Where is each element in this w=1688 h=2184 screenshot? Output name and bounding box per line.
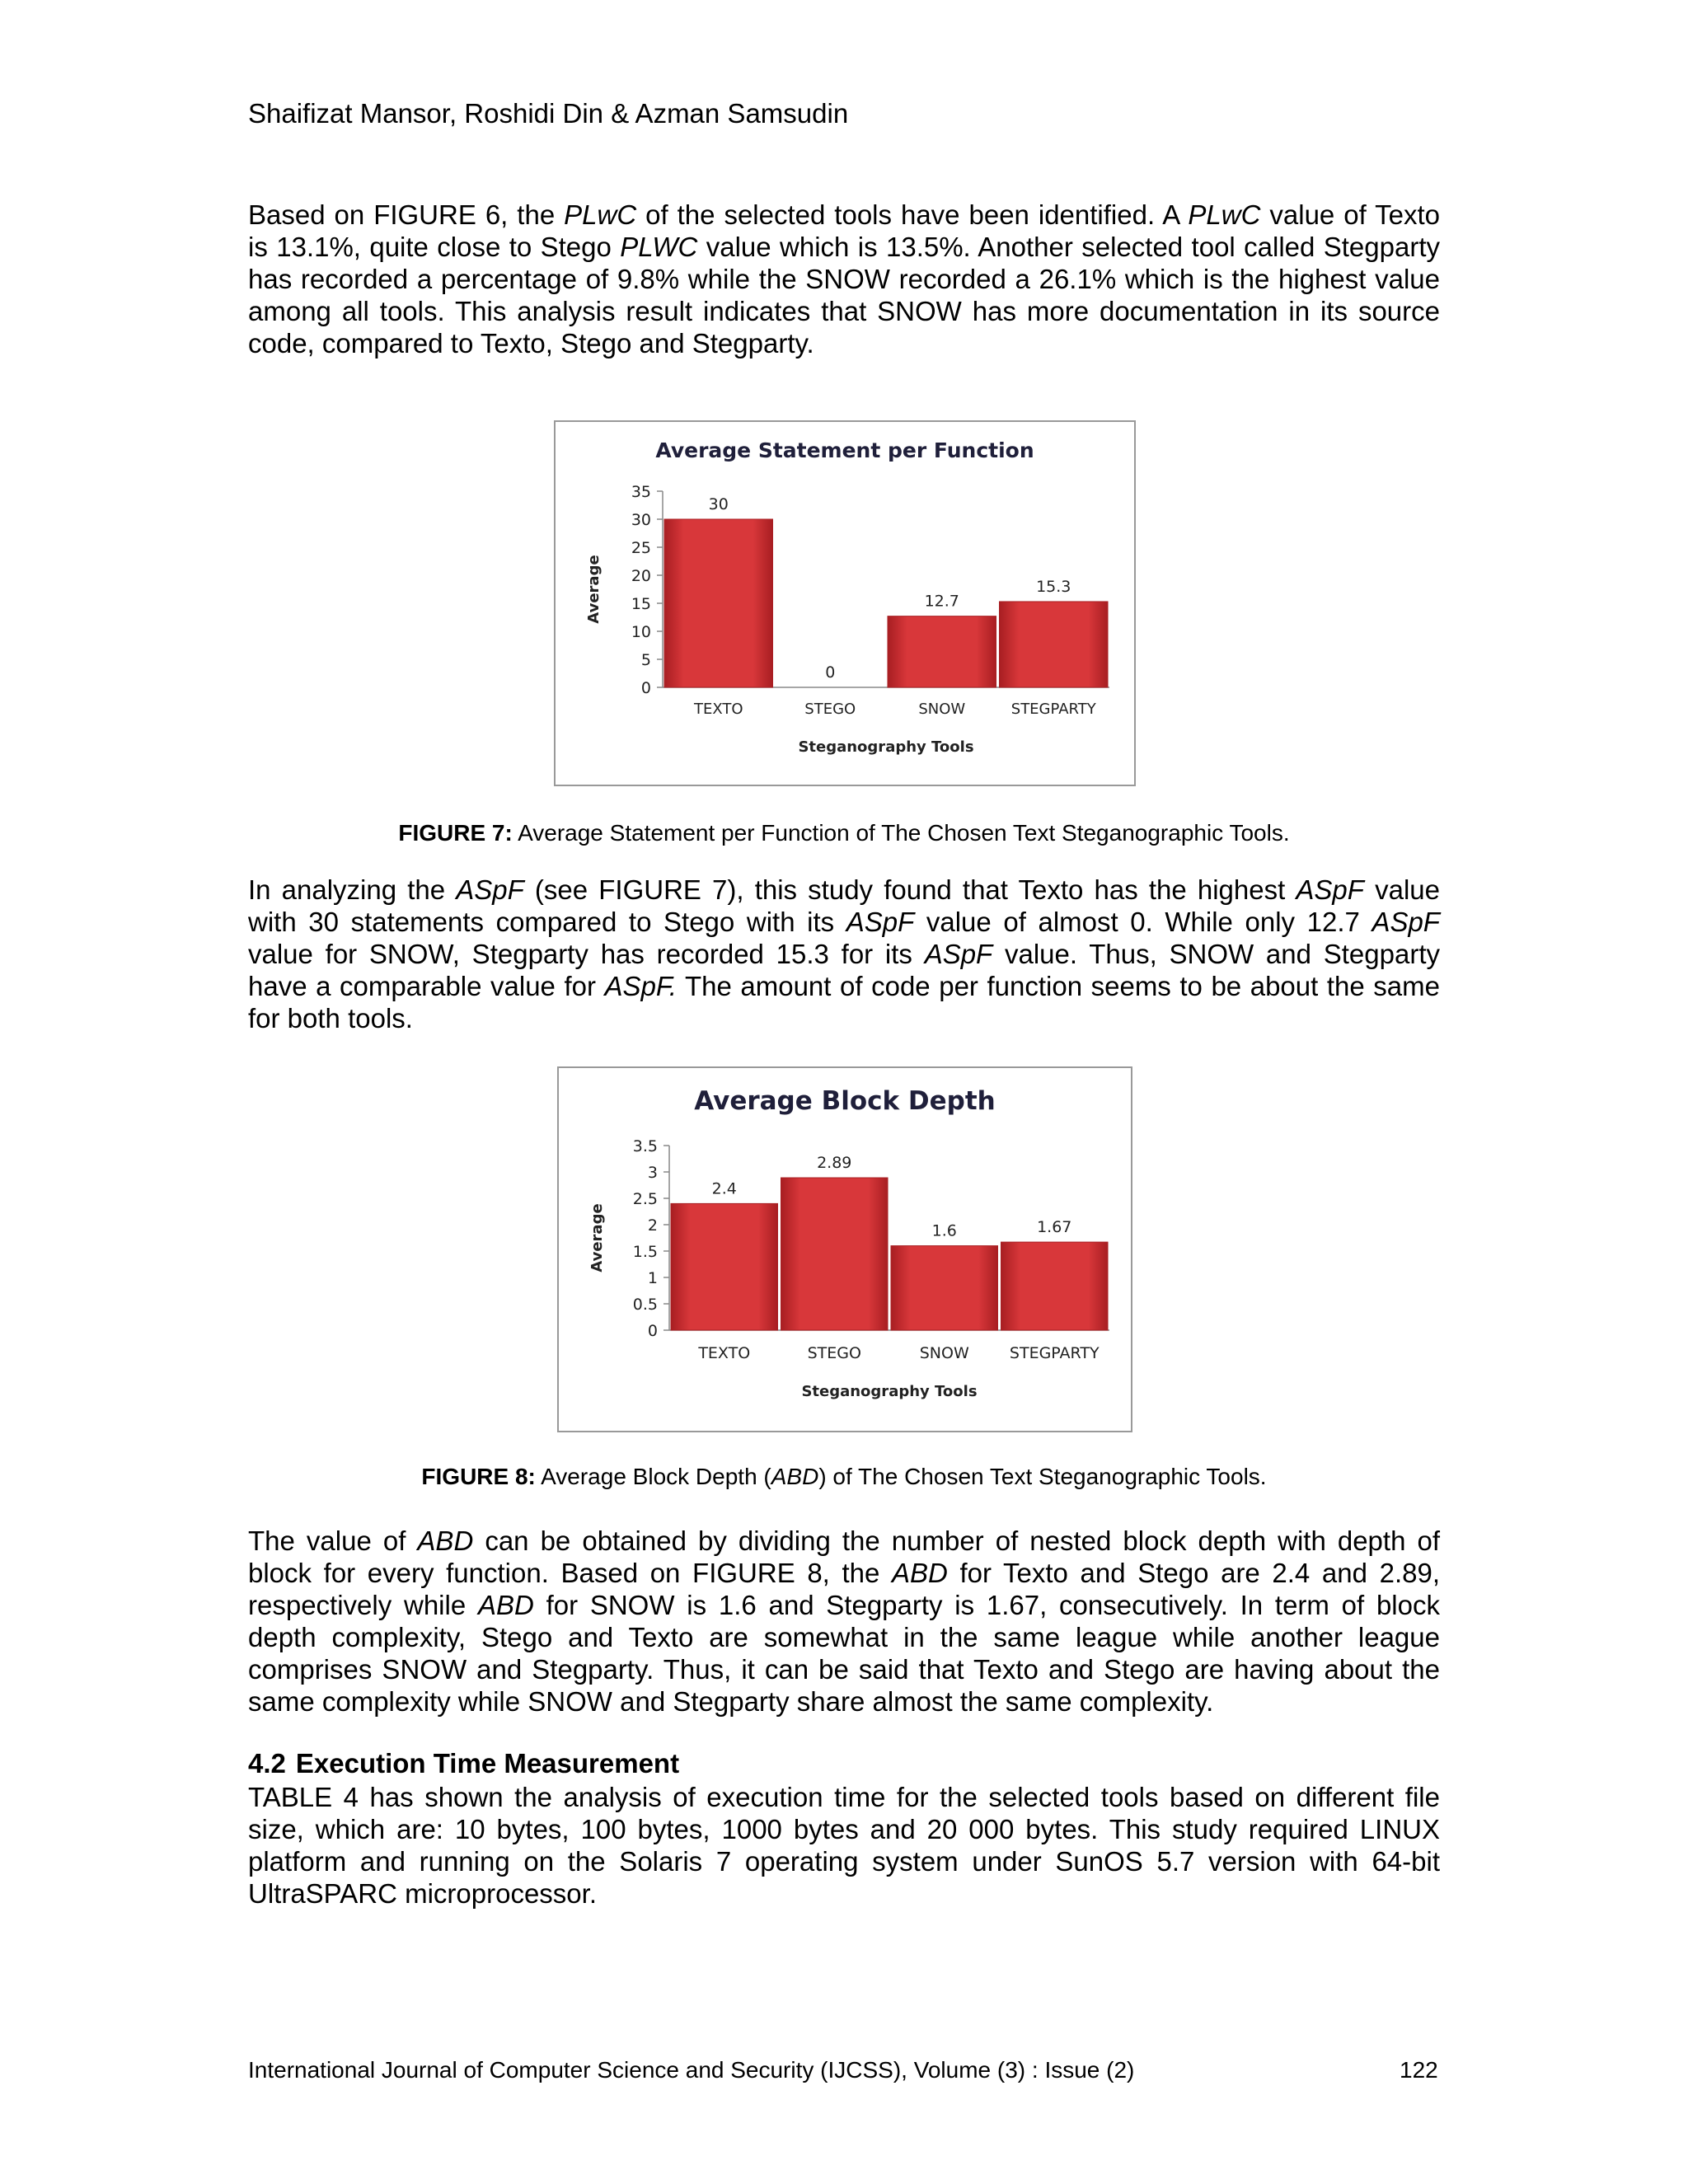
y-tick-label: 35: [631, 483, 651, 501]
y-tick-label: 10: [631, 623, 651, 641]
y-tick-label: 0: [640, 679, 651, 697]
paragraph-aspf-analysis: In analyzing the ASpF (see FIGURE 7), this study found that Texto has the highest ASpF value with 30 statements compared to Stego with its ASpF value of almost 0. While only 12.7 ASpF value for SNOW, Stegparty has recorded 15.3 for its ASpF value. Thus, SNOW and Stegparty have a comparable value for ASpF. The amount of code per function seems to be about the same for both tools.: [248, 874, 1440, 1033]
data-label: 30: [708, 495, 729, 513]
paragraph-execution-time: TABLE 4 has shown the analysis of execution time for the selected tools based on different file size, which are: 10 bytes, 100 bytes, 1000 bytes and 20 000 bytes. This study required LINUX platform and running on the Solaris 7 operating system under SunOS 5.7 version with 64-bit UltraSPARC microprocessor.: [248, 1782, 1440, 1909]
figure-8-caption: FIGURE 8: Average Block Depth (ABD) of The Chosen Text Steganographic Tools.: [421, 1464, 1267, 1489]
x-axis-title: Steganography Tools: [798, 738, 974, 756]
figure-8-chart-frame: [557, 1066, 1132, 1432]
paragraph-abd-analysis: The value of ABD can be obtained by dividing the number of nested block depth with depth of block for every function. Based on FIGURE 8, the ABD for Texto and Stego are 2.4 and 2.89, respectively while ABD for SNOW is 1.6 and Stegparty is 1.67, consecutively. In term of block depth complexity, Stego and Texto are somewhat in the same league while another league comprises SNOW and Stegparty. Thus, it can be said that Texto and Stego are having about the same complexity while SNOW and Stegparty share almost the same complexity.: [248, 1526, 1441, 1717]
data-label: 12.7: [924, 592, 959, 611]
y-tick-label: 30: [631, 511, 651, 529]
y-tick-label: 20: [631, 567, 651, 585]
y-tick-label: 1.5: [632, 1243, 658, 1261]
section-title: Execution Time Measurement: [295, 1748, 680, 1779]
data-label: 1.6: [931, 1221, 957, 1240]
x-category-label: STEGPARTY: [1009, 1344, 1100, 1362]
chart-average-block-depth: [559, 1068, 1131, 1431]
figure-7-caption-label: FIGURE 7:: [398, 820, 513, 846]
figure-8-caption-label: FIGURE 8:: [421, 1464, 536, 1489]
y-tick-label: 3: [647, 1164, 658, 1182]
chart-title: Average Statement per Function: [655, 438, 1034, 462]
y-tick-label: 15: [631, 595, 651, 613]
figure-7-caption: [0, 818, 1688, 848]
y-tick-label: 5: [640, 651, 651, 669]
bar: [888, 616, 996, 687]
y-tick-label: 1: [647, 1269, 658, 1287]
bar: [664, 519, 773, 687]
y-tick-label: 0.5: [632, 1296, 658, 1314]
data-label: 0: [825, 663, 836, 682]
y-tick-label: 25: [631, 539, 651, 557]
data-label: 2.4: [711, 1179, 737, 1198]
x-category-label: STEGO: [804, 701, 856, 718]
x-category-label: SNOW: [919, 1344, 969, 1362]
y-axis-title: Average: [588, 1203, 606, 1272]
chart-title: Average Block Depth: [694, 1086, 996, 1116]
figure-7-chart-frame: [554, 420, 1136, 786]
y-tick-label: 2: [647, 1216, 658, 1235]
section-number: 4.2: [248, 1748, 286, 1779]
x-category-label: STEGPARTY: [1010, 701, 1096, 718]
chart-average-statement-per-function: [556, 422, 1134, 785]
bar: [1001, 1242, 1109, 1330]
paragraph-plwc-analysis: Based on FIGURE 6, the PLwC of the selected tools have been identified. A PLwC value of Texto is 13.1%, quite close to Stego PLWC value which is 13.5%. Another selected tool called Stegparty has recorded a percentage of 9.8% while the SNOW recorded a 26.1% which is the highest value among all tools. This analysis result indicates that SNOW has more documentation in its source code, compared to Texto, Stego and Stegparty.: [248, 199, 1440, 359]
y-tick-label: 2.5: [632, 1190, 658, 1208]
y-tick-label: 0: [647, 1322, 658, 1340]
x-category-label: TEXTO: [693, 701, 743, 718]
data-label: 2.89: [817, 1154, 852, 1173]
data-label: 1.67: [1037, 1218, 1072, 1237]
bar: [671, 1203, 778, 1330]
bar: [1000, 602, 1109, 687]
x-axis-title: Steganography Tools: [801, 1383, 978, 1400]
x-category-label: SNOW: [918, 701, 966, 718]
bar: [891, 1246, 998, 1330]
data-label: 15.3: [1036, 577, 1071, 596]
running-header-authors: Shaifizat Mansor, Roshidi Din & Azman Samsudin: [248, 98, 849, 129]
x-category-label: TEXTO: [698, 1344, 751, 1362]
y-axis-title: Average: [585, 555, 603, 624]
bar: [781, 1178, 889, 1330]
page-number: 122: [1400, 2057, 1438, 2083]
x-category-label: STEGO: [807, 1344, 861, 1362]
y-tick-label: 3.5: [632, 1137, 658, 1155]
figure-7-caption-text: Average Statement per Function of The Chosen Text Steganographic Tools.: [512, 820, 1290, 846]
section-heading: [248, 1747, 679, 1780]
footer-journal: International Journal of Computer Science and Security (IJCSS), Volume (3) : Issue (2): [248, 2057, 1135, 2083]
